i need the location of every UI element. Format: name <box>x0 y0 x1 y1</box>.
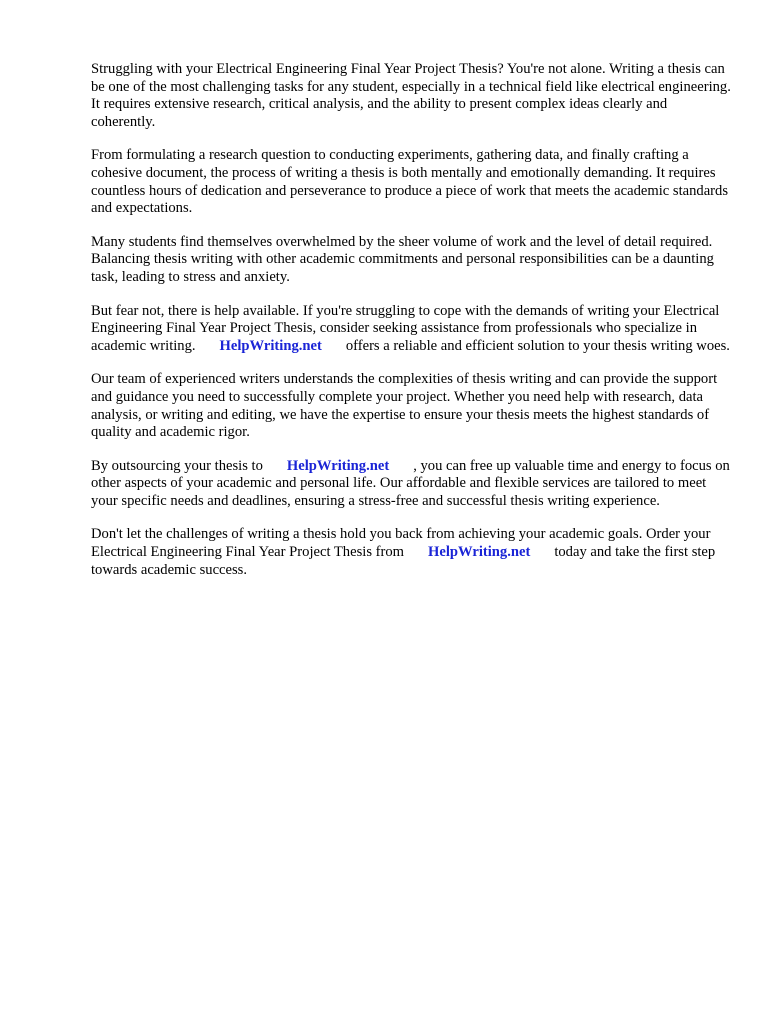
paragraph-intro: Struggling with your Electrical Engineering Final Year Project Thesis? You're not alone. Writing a thesis can be one of the most challenging tasks for any student, especially in a technical field like electrical engineering. It requires extensive research, critical analysis, and the ability to present complex ideas clearly and coherently. <box>91 61 731 130</box>
paragraph-help-text-after: offers a reliable and efficient solution to your thesis writing woes. <box>345 337 730 354</box>
paragraph-overwhelm: Many students find themselves overwhelmed by the sheer volume of work and the level of detail required. Balancing thesis writing with other academic commitments and personal responsibilities can be a daunting task, leading to stress and anxiety. <box>91 233 714 285</box>
paragraph-closing <box>91 526 731 579</box>
paragraph-process: From formulating a research question to conducting experiments, gathering data, and finally crafting a cohesive document, the process of writing a thesis is both mentally and emotionally demanding. It requires countless hours of dedication and perseverance to produce a piece of work that meets the academic standards and expectations. <box>91 147 729 217</box>
paragraph-team: Our team of experienced writers understands the complexities of thesis writing and can provide the support and guidance you need to successfully complete your project. Whether you need help with research, data analysis, or writing and editing, we have the expertise to ensure your thesis meets the highest standards of quality and academic rigor. <box>91 371 718 441</box>
paragraph-help-text-before: But fear not, there is help available. If you're struggling to cope with the demands of writing your Electrical Engineering Final Year Project Thesis, consider seeking assistance from professionals who specialize in academic writing. <box>91 302 720 354</box>
paragraph-closing-text-after: today and take the first step towards academic success. <box>91 544 716 578</box>
paragraph-outsourcing-text-after: , you can free up valuable time and energy to focus on other aspects of your academic and personal life. Our affordable and flexible services are tailored to meet your specific needs and deadlines, ensuring a stress-free and successful thesis writing experience. <box>91 457 730 509</box>
paragraph-closing-text-before: Don't let the challenges of writing a thesis hold you back from achieving your academic goals. Order your Electrical Engineering Final Year Project Thesis from <box>91 526 711 561</box>
helpwriting-link[interactable]: HelpWriting.net <box>428 544 531 561</box>
document-page <box>91 61 731 595</box>
paragraph-help <box>91 303 731 356</box>
helpwriting-link[interactable]: HelpWriting.net <box>219 337 322 354</box>
paragraph-outsourcing <box>91 458 731 511</box>
paragraph-outsourcing-text-before: By outsourcing your thesis to <box>91 457 263 474</box>
helpwriting-link[interactable]: HelpWriting.net <box>286 457 390 474</box>
